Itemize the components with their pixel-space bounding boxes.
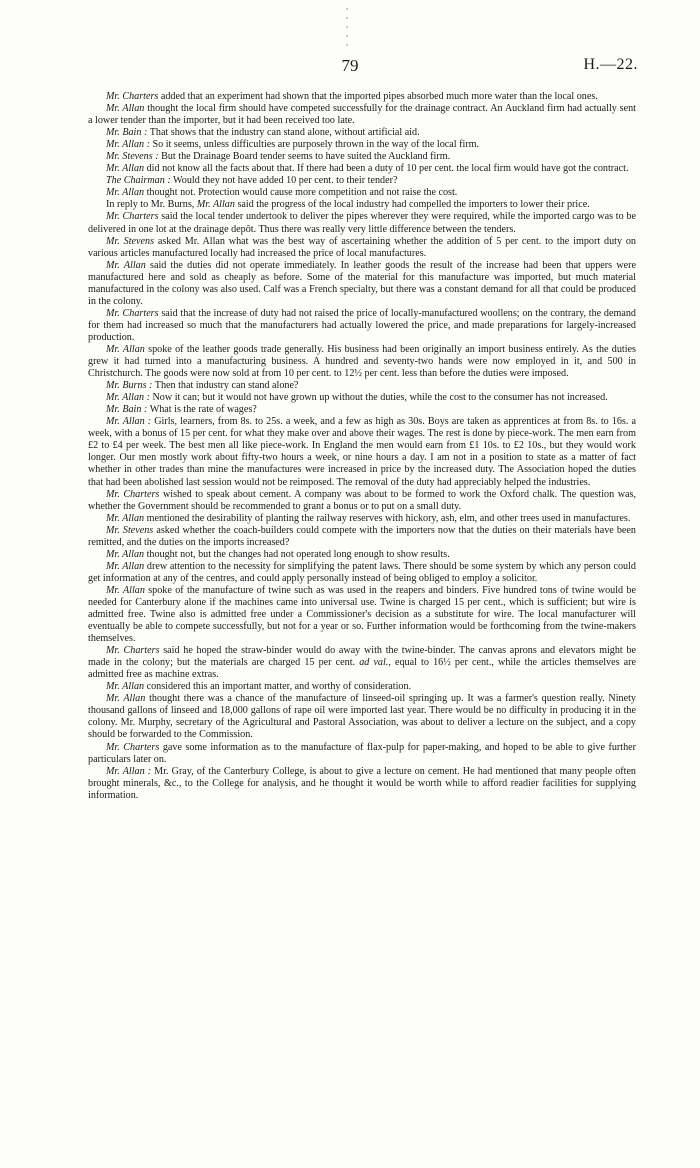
paragraph-text: asked Mr. Allan what was the best way of ascertaining whether the addition of 5 per cent. to the import duty on various articles manufactured locally had increased the price of local manufactures.	[88, 235, 636, 259]
paragraph-text: Mr. Gray, of the Canterbury College, is about to give a lecture on cement. He had mentioned that many people often brought minerals, &c., to the College for analysis, and he thought it would be worth while to afford readier facilities for supplying information.	[88, 765, 636, 801]
paragraph-text: spoke of the leather goods trade generally. His business had been originally an import business entirely. As the duties grew it had turned into a manufacturing business. A hundred and seventy-two hands were now employed in it, and 500 in Christchurch. The goods were now sold at from 10 per cent. to 12½ per cent. less than before the duties were imposed.	[88, 343, 636, 380]
binding-dot	[346, 44, 348, 46]
paragraph-text: asked whether the coach-builders could compete with the importers now that the duties on their materials have been remitted, and the duties on the imports increased?	[88, 524, 636, 548]
paragraph-text: gave some information as to the manufacture of flax-pulp for paper-making, and hoped to be able to give further particulars later on.	[88, 741, 637, 765]
paragraph-text: spoke of the manufacture of twine such as was used in the reapers and binders. Five hundred tons of twine would be needed for Canterbury alone if the machines came into universal use. Twine is charged 15 per cent., which is sufficient; but wire is admitted free. Twine also is admitted free under a Commissioner's decision as a substitute for wire. The local manufacturer will eventually be able to compete successfully, but not for a year or so. Further information would be forthcoming from the twine-makers themselves.	[88, 584, 636, 645]
paragraph-text: That shows that the industry can stand alone, without artificial aid.	[147, 127, 420, 139]
paragraph	[88, 344, 636, 380]
paragraph	[88, 645, 636, 681]
paragraph	[88, 139, 636, 151]
document-reference: H.—22.	[583, 56, 638, 73]
paragraph	[88, 91, 636, 103]
speaker-name: Mr. Bain :	[106, 404, 148, 416]
paragraph-text: Now it can; but it would not have grown up without the duties, while the cost to the consumer has not increased.	[149, 392, 608, 404]
speaker-name: Mr. Allan	[106, 163, 145, 175]
paragraph	[88, 260, 636, 308]
paragraph	[88, 187, 636, 199]
speaker-name: The Chairman :	[106, 175, 171, 187]
paragraph	[88, 127, 636, 139]
paragraph	[88, 561, 636, 585]
speaker-name: Mr. Charters	[106, 488, 160, 500]
paragraph	[88, 175, 636, 187]
paragraph-text: said the duties did not operate immediately. In leather goods the result of the increase had been that uppers were manufactured here and sold as cheaply as before. Some of the material for this manufacture was imported, but much material manufactured in the colony was also used. Calf was a French specialty, but there was a constant demand for all that could be produced in the colony.	[88, 259, 637, 307]
paragraph	[88, 211, 636, 235]
paragraph	[88, 513, 636, 525]
speaker-name: Mr. Allan	[106, 548, 145, 560]
paragraph	[88, 163, 636, 175]
paragraph	[88, 766, 636, 802]
paragraph-text: wished to speak about cement. A company was about to be formed to work the Oxford chalk. The question was, whether the Government should be recommended to grant a bonus or to put on a small duty.	[88, 488, 636, 512]
paragraph-text: said he hoped the straw-binder would do away with the twine-binder. The canvas aprons and elevators might be made in the colony; but the materials are charged 15 per cent.	[88, 645, 636, 669]
speaker-name: Mr. Allan	[106, 693, 146, 705]
paragraph-text: mentioned the desirability of planting the railway reserves with hickory, ash, elm, and other trees used in manufactures.	[144, 512, 631, 524]
speaker-name: Mr. Allan	[106, 187, 145, 199]
paragraph-text: said that the increase of duty had not raised the price of locally-manufactured woollens; on the contrary, the demand for them had increased so much that the manufacturers had actually lowered the price, and made preparations for largely-increased production.	[88, 307, 636, 343]
speaker-name: Mr. Allan	[106, 681, 145, 693]
speaker-name: Mr. Allan	[196, 199, 235, 211]
page-header	[0, 56, 700, 80]
paragraph-text: said the local tender undertook to deliver the pipes wherever they were required, while the imported cargo was to be delivered in one lot at the drainage depôt. Thus there was really very little difference between the tenders.	[88, 211, 636, 235]
speaker-name: Mr. Stevens	[106, 235, 155, 247]
paragraph-text: did not know all the facts about that. If there had been a duty of 10 per cent. the local firm would have got the contract.	[144, 163, 629, 175]
paragraph-text: thought not, but the changes had not operated long enough to show results.	[144, 548, 450, 560]
paragraph-text: Would they not have added 10 per cent. to their tender?	[170, 175, 398, 187]
speaker-name: Mr. Charters	[106, 211, 159, 223]
speaker-name: Mr. Allan :	[106, 416, 152, 428]
paragraph-text: said the progress of the local industry had compelled the importers to lower their price.	[234, 199, 590, 211]
speaker-name: Mr. Allan	[106, 259, 146, 271]
paragraph-text: thought there was a chance of the manufacture of linseed-oil springing up. It was a farmer's question really. Ninety thousand gallons of linseed and 18,000 gallons of rape oil were imported last year. There would be no difficulty in producing it in the colony. Mr. Murphy, secretary of the Agricultural and Pastoral Association, was about to deliver a lecture on the subject, and a copy should be forwarded to the Commission.	[88, 693, 636, 741]
speaker-name: Mr. Charters	[106, 307, 159, 319]
paragraph-text: drew attention to the necessity for simplifying the patent laws. There should be some system by which any person could get information at any of the centres, and could apply personally instead of being obliged to employ a solicitor.	[88, 560, 636, 584]
speaker-name: Mr. Allan :	[106, 392, 150, 404]
paragraph	[88, 236, 636, 260]
paragraph	[88, 151, 636, 163]
paragraph	[88, 392, 636, 404]
speaker-name: Mr. Stevens :	[106, 151, 159, 163]
paragraph	[88, 103, 636, 127]
paragraph-text: , equal to 16½ per cent., while the articles themselves are admitted free as machine extras.	[88, 657, 636, 681]
speaker-name: Mr. Charters	[106, 91, 159, 102]
speaker-name: Mr. Charters	[106, 645, 160, 657]
paragraph	[88, 416, 636, 488]
speaker-name: Mr. Bain :	[106, 127, 148, 139]
paragraph-text: thought the local firm should have competed successfully for the drainage contract. An Auckland firm had actually sent a lower tender than the importer, but it had been received too late.	[88, 103, 636, 127]
paragraph-text: What is the rate of wages?	[147, 404, 257, 416]
italic-phrase: ad val.	[359, 657, 389, 669]
paragraph-text: thought not. Protection would cause more competition and not raise the cost.	[144, 187, 458, 199]
speaker-name: Mr. Allan	[106, 103, 145, 115]
paragraph-text: In reply to Mr. Burns,	[106, 199, 197, 211]
paragraph	[88, 549, 636, 561]
paragraph-text: added that an experiment had shown that the imported pipes absorbed much more water than the local ones.	[158, 91, 598, 102]
binding-dot	[346, 35, 348, 37]
paragraph	[88, 585, 636, 645]
speaker-name: Mr. Stevens	[106, 524, 154, 536]
paragraph-text: Then that industry can stand alone?	[152, 380, 299, 392]
paragraph	[88, 308, 636, 344]
paragraph	[88, 681, 636, 693]
binding-dot	[346, 8, 348, 10]
page-number: 79	[341, 56, 359, 75]
paragraph-text: considered this an important matter, and worthy of consideration.	[144, 681, 412, 693]
speaker-name: Mr. Burns :	[106, 380, 153, 392]
paragraph-text: Girls, learners, from 8s. to 25s. a week, and a few as high as 30s. Boys are taken as apprentices at from 8s. to 16s. a week, with a bonus of 15 per cent. for what they make over and above their wages. The rest is done by piece-work. The men earn from £2 to £4 per week. The best men all like piece-work. In England the men would earn from £1 10s. to £2 10s., but they would work longer. Our men mostly work about fifty-two hours a week, or nine hours a day. I am not in a position to state as a matter of fact whether in other trades than mine the manufactures were increased in price by the increased duty. The Association hoped the duties that had been abolished last session would not be reimposed. The removal of the duty had appreciably helped the industries.	[88, 416, 636, 488]
binding-marks	[345, 8, 349, 58]
paragraph	[88, 693, 636, 741]
speaker-name: Mr. Charters	[106, 741, 160, 753]
paragraph	[88, 525, 636, 549]
speaker-name: Mr. Allan	[106, 343, 145, 355]
paragraph-text: So it seems, unless difficulties are purposely thrown in the way of the local firm.	[149, 139, 480, 151]
binding-dot	[346, 26, 348, 28]
paragraph	[88, 489, 636, 513]
binding-dot	[346, 17, 348, 19]
paragraph-text: But the Drainage Board tender seems to have suited the Auckland firm.	[158, 151, 451, 163]
paragraph	[88, 742, 636, 766]
paragraph	[88, 404, 636, 416]
speaker-name: Mr. Allan :	[106, 139, 150, 151]
speaker-name: Mr. Allan :	[106, 765, 152, 777]
paragraph	[88, 380, 636, 392]
speaker-name: Mr. Allan	[106, 512, 145, 524]
speaker-name: Mr. Allan	[106, 584, 145, 596]
speaker-name: Mr. Allan	[106, 560, 145, 572]
document-body	[88, 91, 636, 802]
paragraph	[88, 199, 636, 211]
